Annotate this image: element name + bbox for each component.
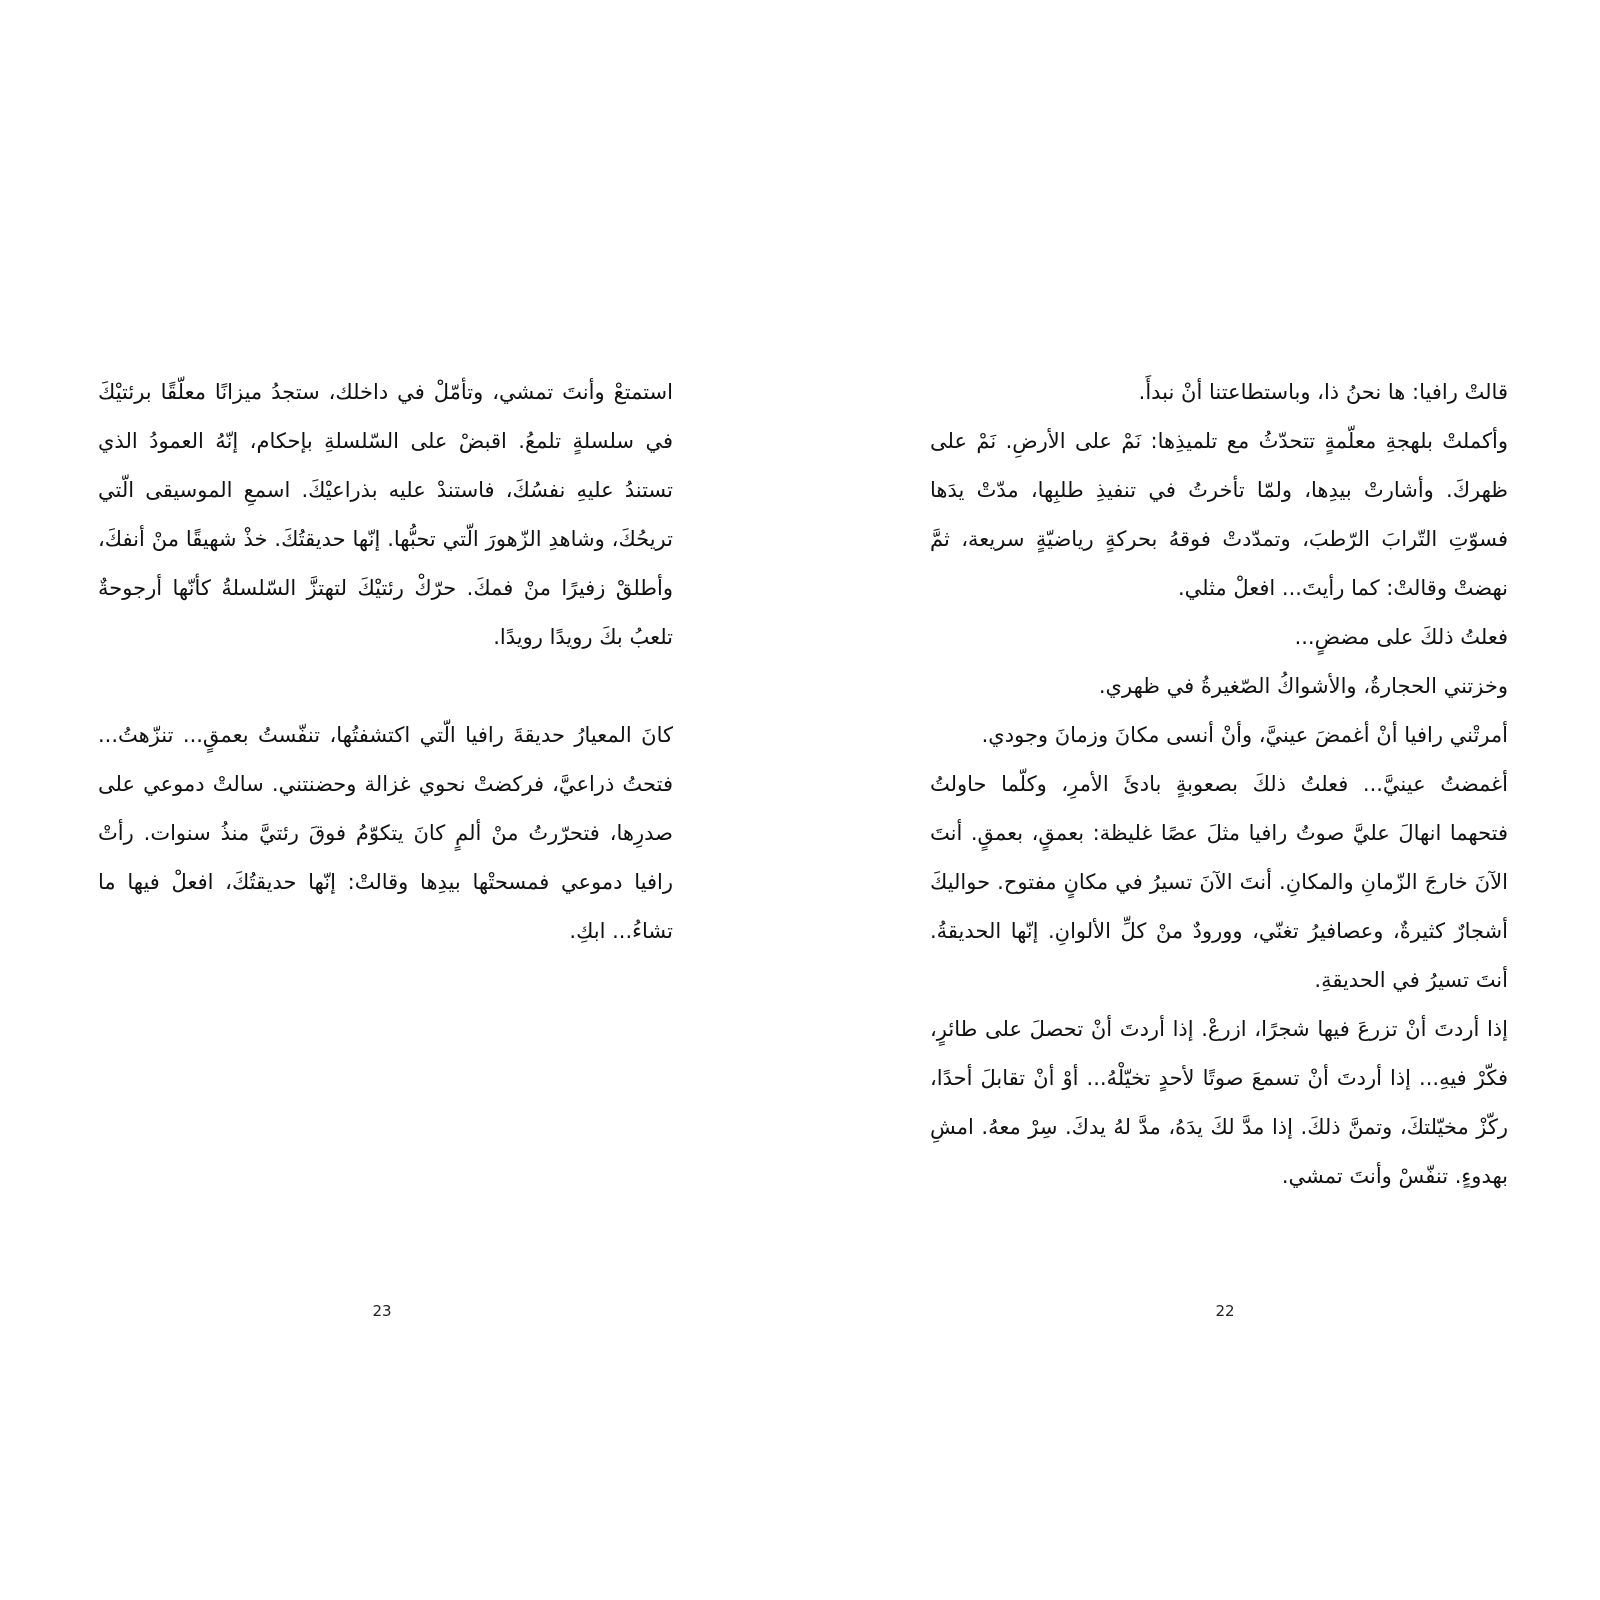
page-number: 23 bbox=[372, 1302, 392, 1320]
paragraph: إذا أردتَ أنْ تزرعَ فيها شجرًا، ازرعْ. إذا أردتَ أنْ تحصلَ على طائرٍ، فكّرْ فيهِ... إذا أردتَ أنْ تسمعَ صوتًا لأحدٍ تخيّلْهُ... أوْ أنْ تقابلَ أحدًا، ركّزْ مخيّلتكَ، وتمنَّ ذلكَ. إذا مدَّ لكَ يدَهُ، مدَّ لهُ يدكَ. سِرْ معهُ. امشِ بهدوءٍ. تنفّسْ وأنتَ تمشي. bbox=[930, 1017, 1508, 1188]
paragraph: وأكملتْ بلهجةِ معلّمةٍ تتحدّثُ مع تلميذِها: نَمْ على الأرضِ. نَمْ على ظهركَ. وأشارتْ بيدِها، ولمّا تأخرتُ في تنفيذِ طلبِها، مدّتْ يدَها فسوّتِ التّرابَ الرّطبَ، وتمدّدتْ فوقهُ بحركةٍ رياضيّةٍ سريعة، ثمَّ نهضتْ وقالتْ: كما رأيتَ... افعلْ مثلي. bbox=[930, 429, 1508, 600]
right-page-text bbox=[930, 368, 1508, 1201]
paragraph: استمتعْ وأنتَ تمشي، وتأمّلْ في داخلك، ستجدُ ميزانًا معلّقًا برئتيْكَ في سلسلةٍ تلمعُ. اقبضْ على السّلسلةِ بإحكام، إنّهُ العمودُ الذي تستندُ عليهِ نفسُكَ، فاستندْ عليه بذراعيْكَ. اسمعِ الموسيقى الّتي تريحُكَ، وشاهدِ الزّهورَ الّتي تحبُّها. إنّها حديقتُكَ. خذْ شهيقًا منْ أنفكَ، وأطلقْ زفيرًا منْ فمكَ. حرّكْ رئتيْكَ لتهتزَّ السّلسلةُ كأنّها أرجوحةٌ تلعبُ بكَ رويدًا رويدًا. bbox=[98, 380, 673, 649]
page-number: 22 bbox=[1215, 1302, 1235, 1320]
left-page-text bbox=[98, 368, 673, 956]
right-page bbox=[800, 0, 1600, 1600]
paragraph: قالتْ رافيا: ها نحنُ ذا، وباستطاعتنا أنْ نبدأَ. bbox=[1138, 380, 1508, 404]
paragraph: كانَ المعيارُ حديقةَ رافيا الّتي اكتشفتُها، تنفّستُ بعمقٍ... تنزّهتُ... فتحتُ ذراعيَّ، فركضتْ نحوي غزالة وحضنتني. سالتْ دموعي على صدرِها، فتحرّرتُ منْ ألمٍ كانَ يتكوّمُ فوقَ رئتيَّ منذُ سنوات. رأتْ رافيا دموعي فمسحتْها بيدِها وقالتْ: إنّها حديقتُكَ، افعلْ فيها ما تشاءُ... ابكِ. bbox=[98, 723, 673, 943]
paragraph: وخزتني الحجارةُ، والأشواكُ الصّغيرةُ في ظهري. bbox=[1098, 674, 1508, 698]
paragraph: فعلتُ ذلكَ على مضضٍ... bbox=[1294, 625, 1508, 649]
paragraph: أمرتْني رافيا أنْ أغمضَ عينيَّ، وأنْ أنسى مكانَ وزمانَ وجودي. bbox=[981, 723, 1508, 747]
paragraph: أغمضتُ عينيَّ... فعلتُ ذلكَ بصعوبةٍ بادئَ الأمرِ، وكلّما حاولتُ فتحهما انهالَ عليَّ صوتُ رافيا مثلَ عصًا غليظة: بعمقٍ، بعمقٍ. أنتَ الآنَ خارجَ الزّمانِ والمكانِ. أنتَ الآنَ تسيرُ في مكانٍ مفتوح. حواليكَ أشجارٌ كثيرةٌ، وعصافيرُ تغنّي، وورودٌ منْ كلِّ الألوانِ. إنّها الحديقةُ. أنتَ تسيرُ في الحديقةِ. bbox=[930, 772, 1508, 992]
